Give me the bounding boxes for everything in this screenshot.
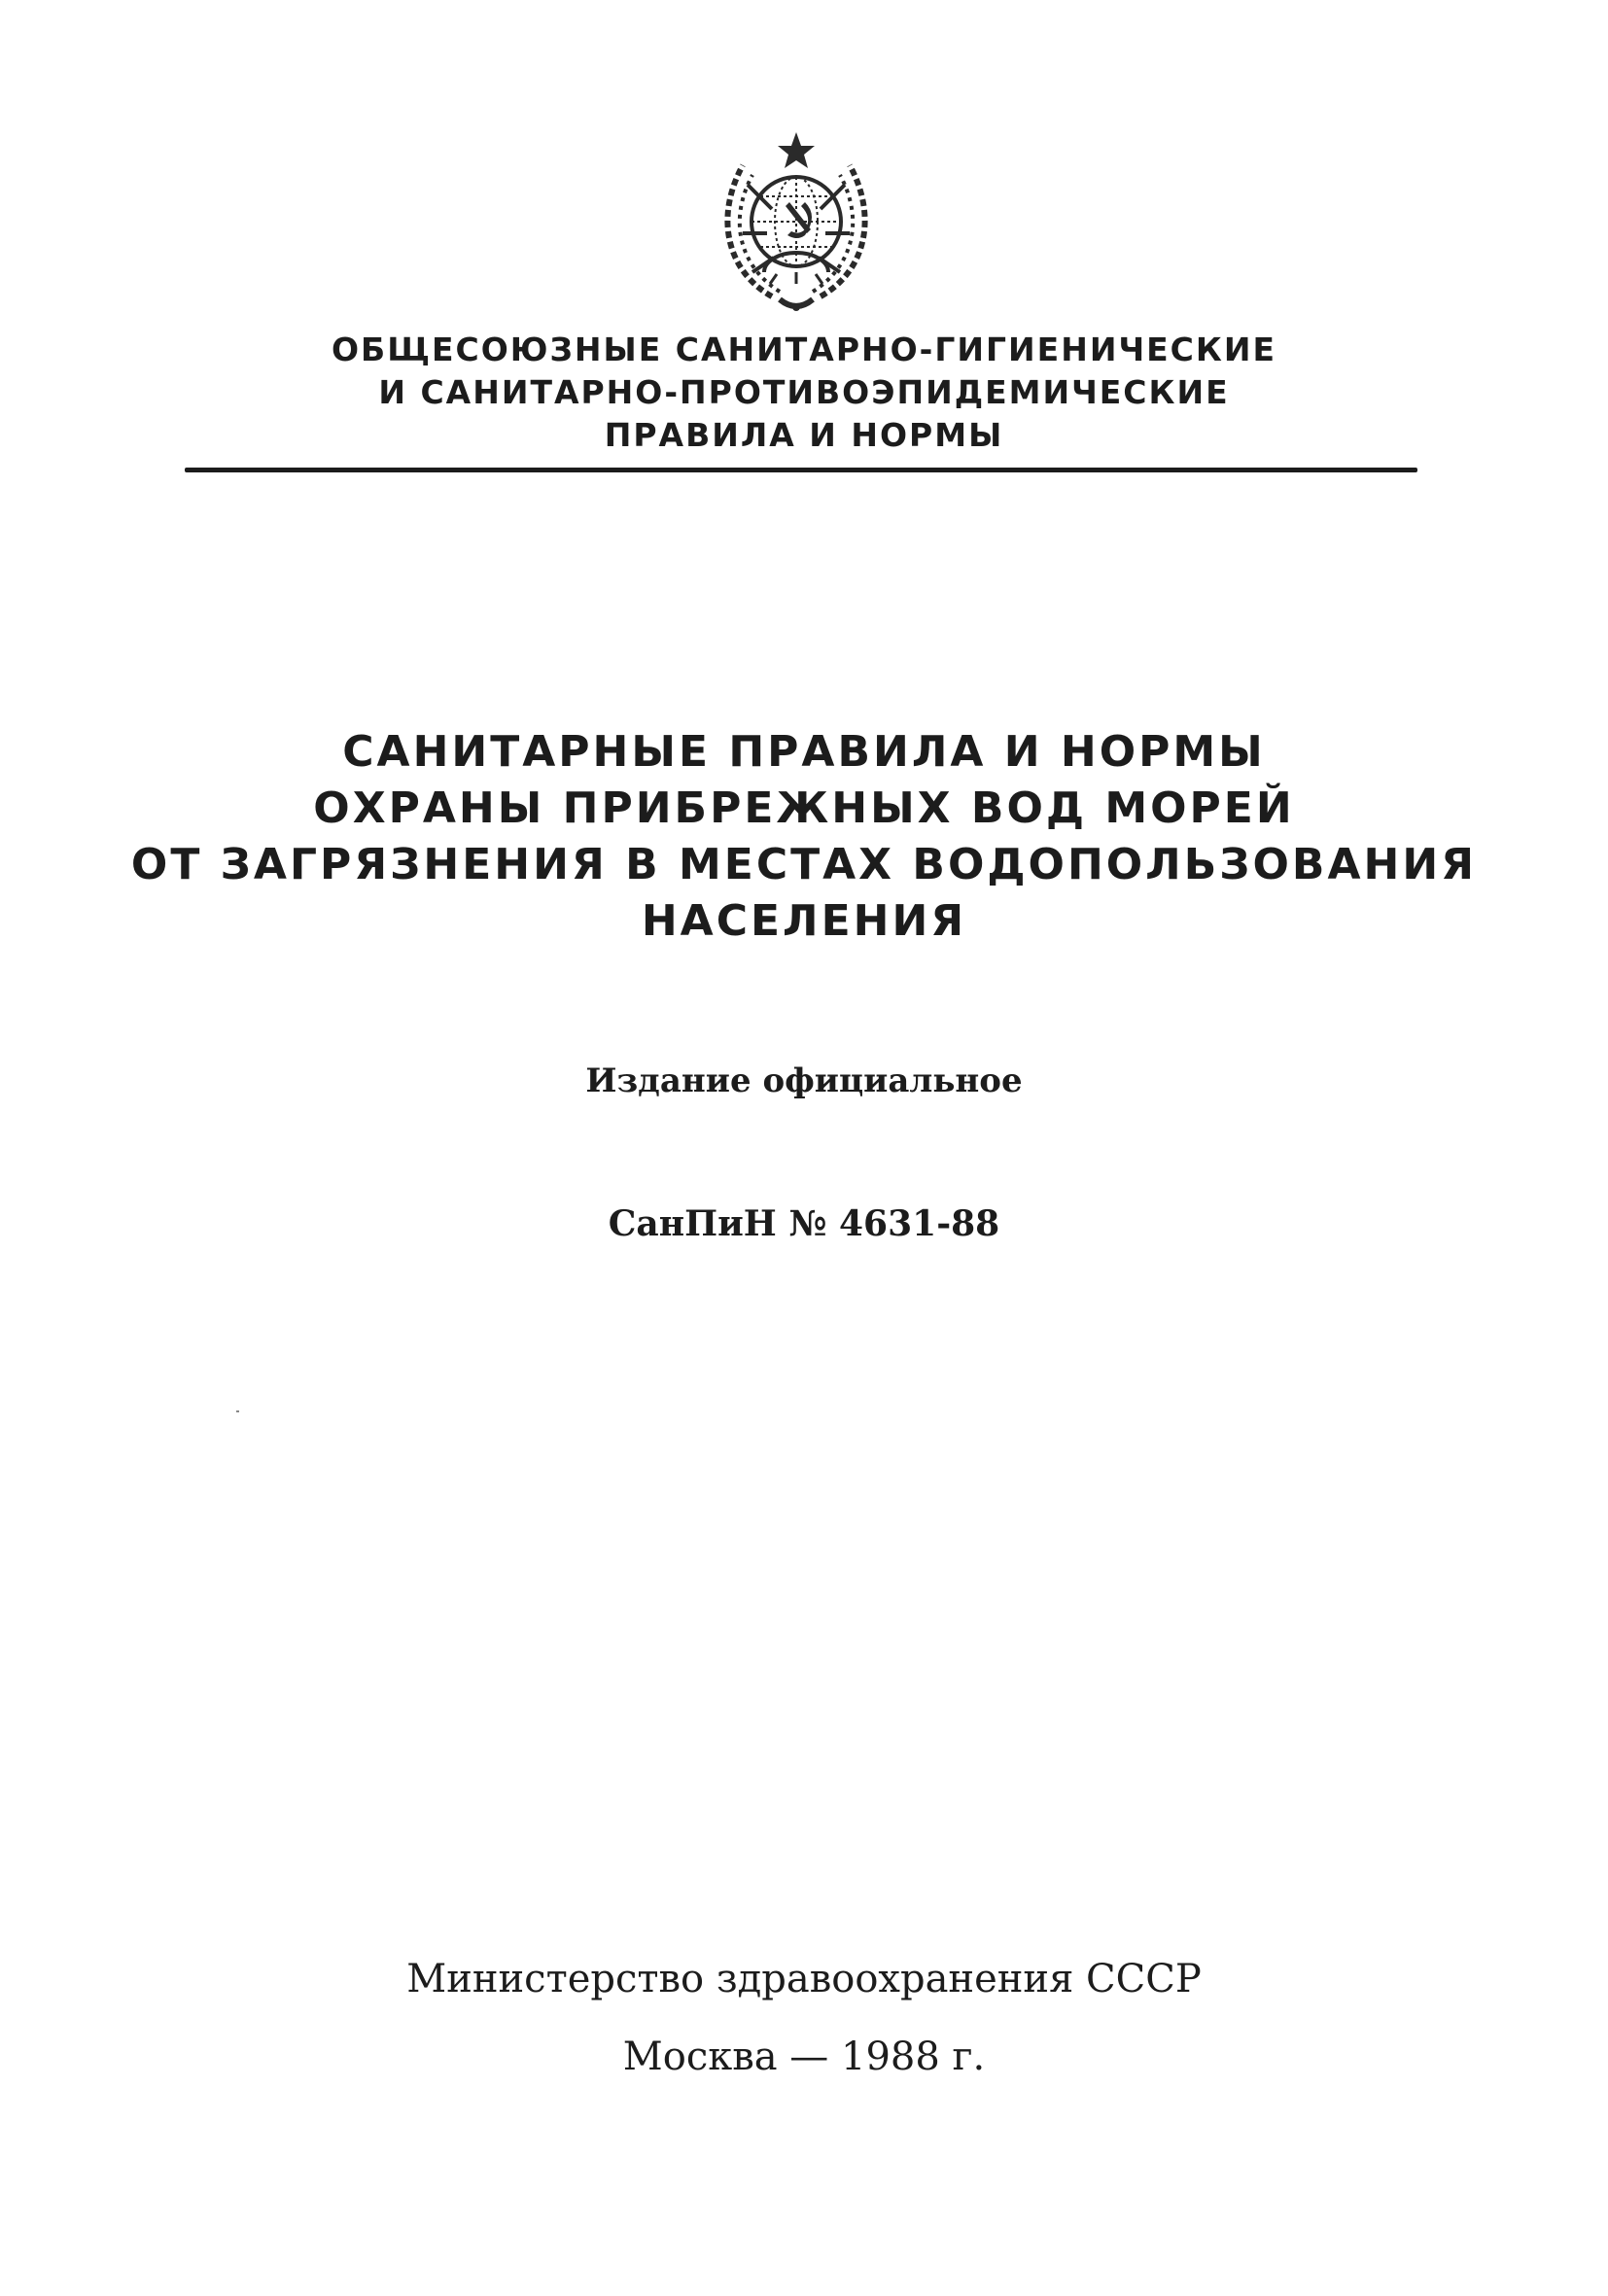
publisher: Министерство здравоохранения СССР xyxy=(406,1957,1202,2001)
edition-label: Издание официальное xyxy=(585,1061,1023,1100)
title-line-2: ОХРАНЫ ПРИБРЕЖНЫХ ВОД МОРЕЙ xyxy=(313,783,1295,833)
series-line-3: ПРАВИЛА И НОРМЫ xyxy=(604,416,1004,454)
title-line-4: НАСЕЛЕНИЯ xyxy=(641,896,967,946)
series-heading xyxy=(0,329,1608,457)
title-line-3: ОТ ЗАГРЯЗНЕНИЯ В МЕСТАХ ВОДОПОЛЬЗОВАНИЯ xyxy=(130,840,1478,889)
scan-speck xyxy=(236,1410,239,1412)
series-line-1: ОБЩЕСОЮЗНЫЕ САНИТАРНО-ГИГИЕНИЧЕСКИЕ xyxy=(331,330,1277,368)
document-code: СанПиН № 4631-88 xyxy=(608,1203,1000,1244)
city-year: Москва — 1988 г. xyxy=(622,2035,986,2079)
series-line-2: И САНИТАРНО-ПРОТИВОЭПИДЕМИЧЕСКИЕ xyxy=(378,373,1230,411)
title-line-1: САНИТАРНЫЕ ПРАВИЛА И НОРМЫ xyxy=(342,727,1266,777)
document-title xyxy=(0,724,1608,950)
header-divider xyxy=(185,468,1417,472)
coat-of-arms-emblem xyxy=(704,126,889,321)
